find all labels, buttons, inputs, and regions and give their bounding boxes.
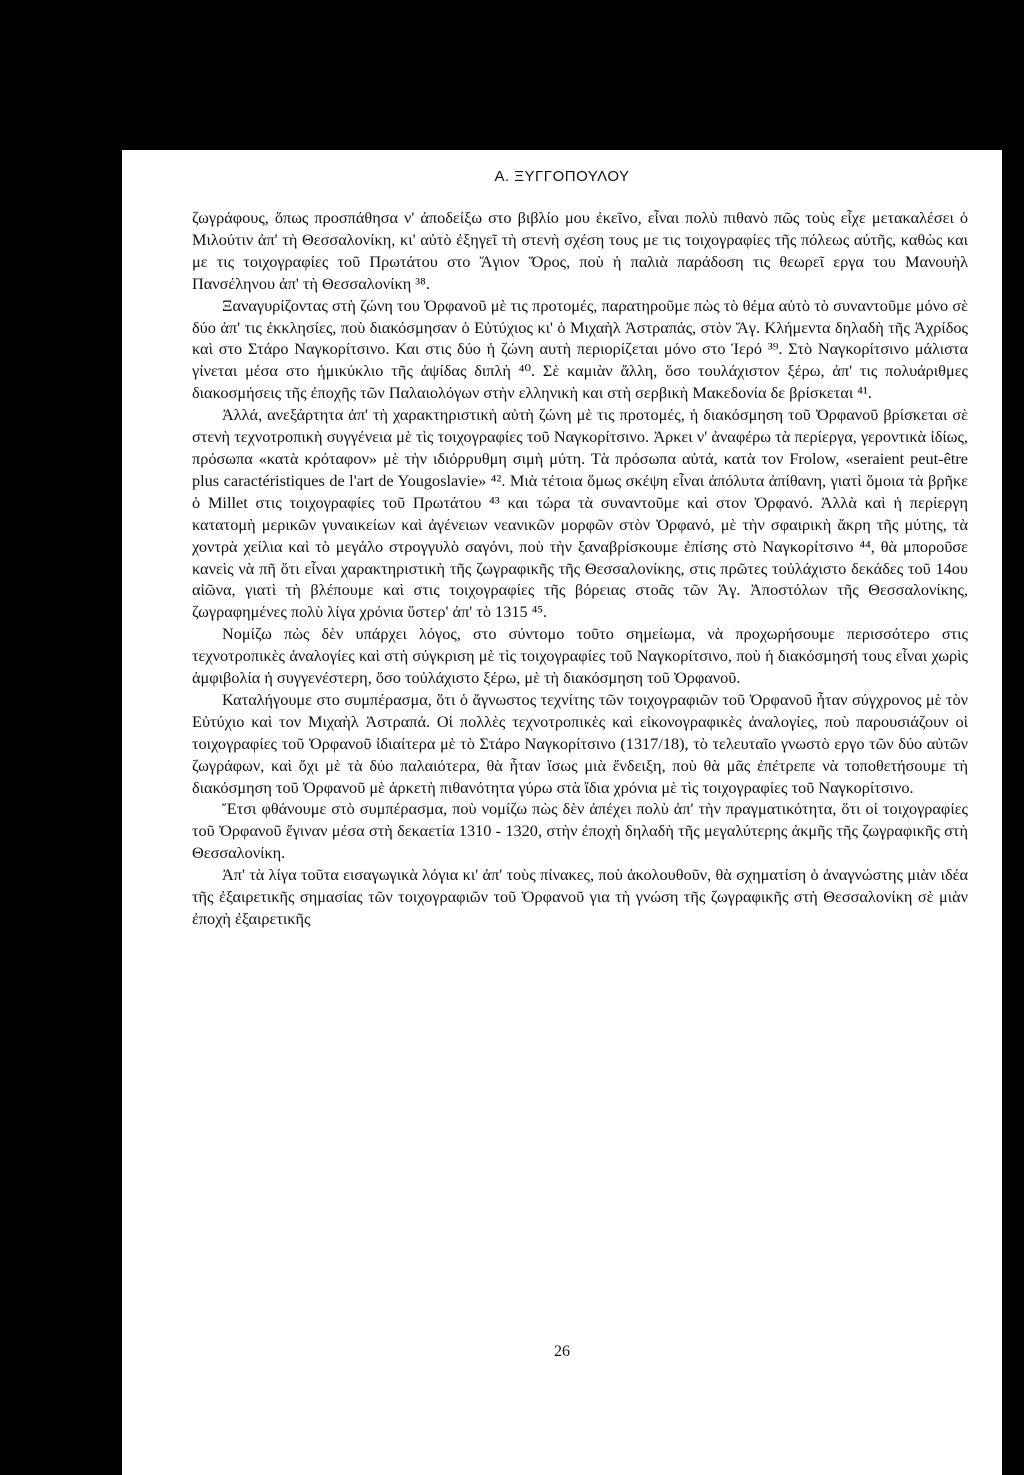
paragraph: Ἀλλά, ανεξάρτητα ἀπ' τὴ χαρακτηριστικὴ αὐτὴ ζώνη μὲ τις προτομές, ἡ διακόσμηση τοῦ Ὀρφανοῦ βρίσκεται σὲ στενὴ τεχνοτροπικὴ συγγένεια μὲ τὶς τοιχογραφίες τοῦ Ναγκορίτσινο. Ἀρκει ν' ἀναφέρω τὰ περίεργα, γεροντικὰ ἰδίως, πρόσωπα «κατὰ κρόταφον» μὲ τὴν ιδιόρρυθμη σιμὴ μύτη. Τὰ πρόσωπα αὐτά, κατὰ τον Frolow, «seraient peut-être plus caractéristiques de l'art de Yougoslavie» ⁴². Μιὰ τέτοια ὅμως σκέψη εἶναι ἀπόλυτα ἀπίθανη, γιατὶ ὅμοια τὰ βρῆκε ὁ Millet στις τοιχογραφίες τοῦ Πρωτάτου ⁴³ και τώρα τὰ συναντοῦμε καὶ στον Ὀρφανό. Ἀλλὰ καὶ ἡ περίεργη κατατομὴ μερικῶν γυναικείων καὶ ἀγένειων νεανικῶν μορφῶν στὸν Ὀρφανό, μὲ τὴν σφαιρικὴ ἄκρη τῆς μύτης, τὰ χοντρὰ χείλια καὶ τὸ μεγάλο στρογγυλὸ σαγόνι, ποὺ τὴν ξαναβρίσκουμε ἐπίσης στὸ Ναγκορίτσινο ⁴⁴, θὰ μποροῦσε κανεὶς νὰ πῆ ὅτι εἶναι χαρακτηριστικὴ τῆς ζωγραφικῆς τῆς Θεσσαλονίκης, στις πρῶτες τοὐλάχιστο δεκάδες τοῦ 14ου αἰῶνα, γιατὶ τὴ βλέπουμε καὶ στις τοιχογραφίες τῆς βόρειας στοᾶς τῶν Ἁγ. Ἀποστόλων τῆς Θεσσαλονίκης, ζωγραφημένες πολὺ λίγα χρόνια ὕστερ' ἀπ' τὸ 1315 ⁴⁵. xyxy=(192,405,968,622)
paragraph: Νομίζω πὼς δὲν υπάρχει λόγος, στο σύντομο τοῦτο σημείωμα, νὰ προχωρήσουμε περισσότερο στις τεχνοτροπικὲς ἀναλογίες καὶ στὴ σύγκριση μὲ τὶς τοιχογραφίες τοῦ Ναγκορίτσινο, ποὺ ἡ διακόσμησή τους εἶναι χωρὶς ἀμφιβολία ἡ συγγενέστερη, ὅσο τοὐλάχιστο ξέρω, μὲ τὴ διακόσμηση τοῦ Ὀρφανοῦ. xyxy=(192,624,968,688)
running-header: Α. ΞΥΓΓΟΠΟΥΛΟΥ xyxy=(494,168,630,185)
page-number: 26 xyxy=(554,1343,570,1360)
paragraph: ζωγράφους, ὅπως προσπάθησα ν' ἀποδείξω στο βιβλίο μου ἐκεῖνο, εἶναι πολὺ πιθανὸ πῶς τοὺς εἶχε μετακαλέσει ὁ Μιλούτιν ἀπ' τὴ Θεσσαλονίκη, κι' αὐτὸ ἐξηγεῖ τὴ στενὴ σχέση τους με τις τοιχογραφίες τῆς πόλεως αὐτῆς, καθὼς και με τις τοιχογραφίες τοῦ Πρωτάτου στο Ἅγιον Ὅρος, ποὺ ἡ παλιὰ παράδοση τις θεωρεῖ εργα του Μανουὴλ Πανσέληνου ἀπ' τὴ Θεσσαλονίκη ³⁸. xyxy=(192,208,968,293)
paragraph: Καταλήγουμε στο συμπέρασμα, ὅτι ὁ ἄγνωστος τεχνίτης τῶν τοιχογραφιῶν τοῦ Ὀρφανοῦ ἦταν σύγχρονος μὲ τὸν Εὐτύχιο καὶ τον Μιχαὴλ Ἀστραπά. Οἱ πολλὲς τεχνοτροπικὲς καὶ εἰκονογραφικὲς ἀναλογίες, ποὺ παρουσιάζουν οἱ τοιχογραφίες τοῦ Ὀρφανοῦ ἰδιαίτερα μὲ τὸ Στάρο Ναγκορίτσινο (1317/18), τὸ τελευταῖο γνωστὸ εργο τῶν δύο αὐτῶν ζωγράφων, καὶ ὄχι μὲ τὰ δύο παλαιότερα, θὰ ἦταν ἴσως μιὰ ἔνδειξη, ποὺ θὰ μᾶς ἐπέτρεπε νὰ τοποθετήσουμε τὴ διακόσμηση τοῦ Ὀρφανοῦ μὲ ἀρκετὴ πιθανότητα γύρω στὰ ἴδια χρόνια μὲ τὶς τοιχογραφίες τοῦ Ναγκορίτσινο. xyxy=(192,689,968,797)
body-text xyxy=(192,207,968,930)
paragraph: Ἀπ' τὰ λίγα τοῦτα εισαγωγικὰ λόγια κι' ἀπ' τοὺς πίνακες, ποὺ ἀκολουθοῦν, θὰ σχηματίση ὁ ἀναγνώστης μιὰν ιδέα τῆς ἐξαιρετικῆς σημασίας τῶν τοιχογραφιῶν τοῦ Ὀρφανοῦ για τὴ γνώση τῆς ζωγραφικῆς στὴ Θεσσαλονίκη σὲ μιὰν ἐποχὴ ἐξαιρετικῆς xyxy=(192,865,968,928)
paragraph: Ἔτσι φθάνουμε στὸ συμπέρασμα, ποὺ νομίζω πὼς δὲν ἀπέχει πολὺ ἀπ' τὴν πραγματικότητα, ὅτι οἱ τοιχογραφίες τοῦ Ὀρφανοῦ ἔγιναν μέσα στὴ δεκαετία 1310 - 1320, στὴν ἐποχὴ δηλαδὴ τῆς μεγαλύτερης ἀκμῆς τῆς ζωγραφικῆς στὴ Θεσσαλονίκη. xyxy=(192,799,968,863)
document-page xyxy=(122,150,1002,1475)
paragraph: Ξαναγυρίζοντας στὴ ζώνη του Ὀρφανοῦ μὲ τις προτομές, παρατηροῦμε πὼς τὸ θέμα αὐτὸ τὸ συναντοῦμε μόνο σὲ δύο ἀπ' τις ἐκκλησίες, ποὺ διακόσμησαν ὁ Εὐτύχιος κι' ὁ Μιχαὴλ Ἀστραπάς, στὸν Ἅγ. Κλήμεντα δηλαδὴ τῆς Ἀχρίδος καὶ στο Στάρο Ναγκορίτσινο. Και στις δύο ἡ ζώνη αυτὴ περιορίζεται μόνο στο Ἱερό ³⁹. Στὸ Ναγκορίτσινο μάλιστα γίνεται μέσα στο ἡμικύκλιο τῆς ἀψίδας διπλὴ ⁴⁰. Σὲ καμιὰν ἄλλη, ὅσο τουλάχιστον ξέρω, ἀπ' τις πολυάριθμες διακοσμήσεις τῆς ἐποχῆς τῶν Παλαιολόγων στὴν ελληνικὴ και στὴ σερβικὴ Μακεδονία δε βρίσκεται ⁴¹. xyxy=(192,295,968,403)
